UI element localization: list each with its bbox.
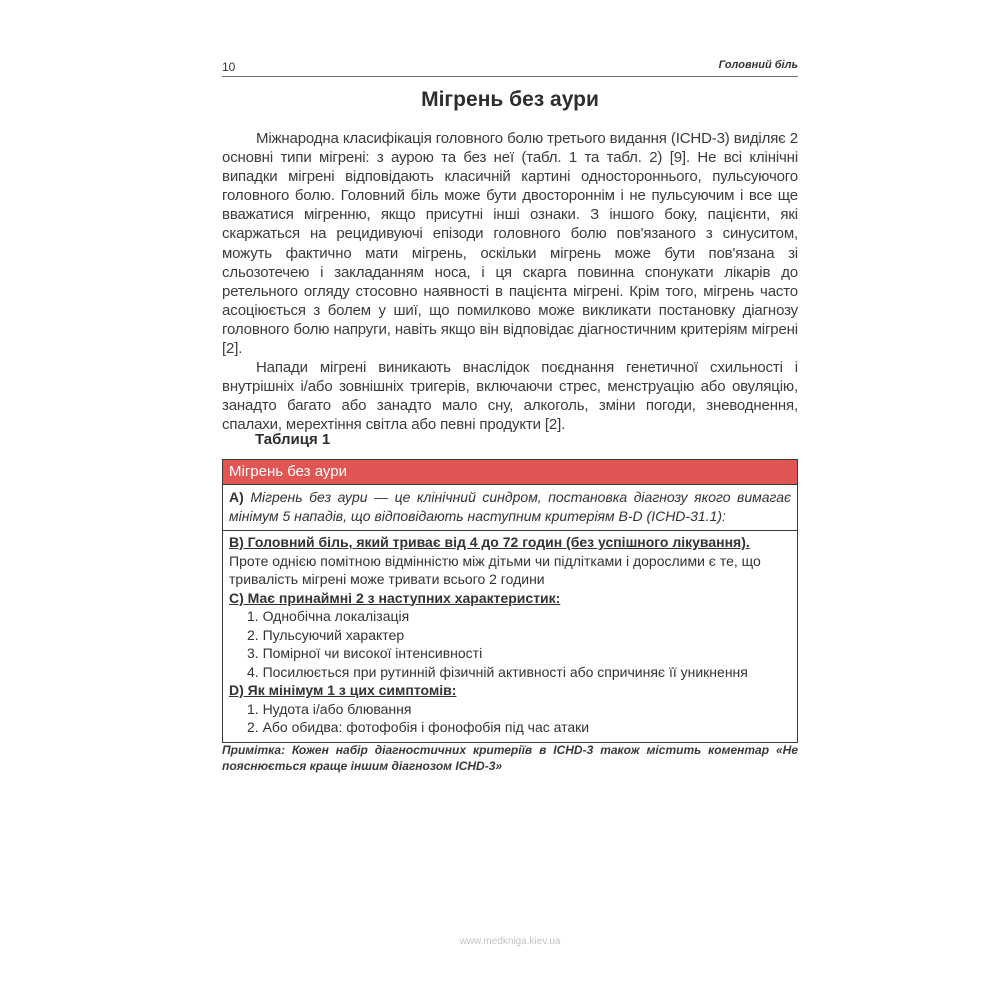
table-criteria-block — [223, 531, 797, 742]
page-header — [222, 56, 798, 77]
table-caption: Таблиця 1 — [255, 431, 331, 448]
criterion-d-title: D) Як мінімум 1 з цих симптомів: — [229, 682, 457, 698]
row-a-lead: А) — [229, 489, 244, 505]
table-note: Примітка: Кожен набір діагностичних критеріїв в ICHD-3 також містить коментар «Не пояснюється краще іншим діагнозом ICHD-3» — [222, 743, 798, 773]
page-number: 10 — [222, 60, 236, 74]
criterion-b-title: B) Головний біль, який триває від 4 до 72 годин (без успішного лікування). — [229, 534, 750, 550]
list-item: 2. Пульсуючий характер — [247, 626, 405, 643]
body-text — [222, 129, 798, 435]
criterion-c-title: C) Має принаймні 2 з наступних характеристик: — [229, 589, 561, 606]
chapter-title: Мігрень без аури — [421, 88, 599, 111]
book-page — [222, 0, 798, 1000]
list-item: 2. Або обидва: фотофобія і фонофобія під час атаки — [247, 719, 590, 735]
running-title: Головний біль — [718, 59, 798, 71]
watermark: www.medkniga.kiev.ua — [459, 936, 561, 947]
table-row-a — [223, 485, 797, 531]
list-item: 4. Посилюється при рутинній фізичній активності або спричиняє її уникнення — [247, 663, 748, 680]
paragraph-2: Напади мігрені виникають внаслідок поєднання генетичної схильності і внутрішніх і/або зовнішніх тригерів, включаючи стрес, менструацію або овуляцію, занадто багато або занадто мало сну, алкоголь, зміни погоди, зневоднення, спалахи, мерехтіння світла або певні продукти [2]. — [222, 359, 798, 434]
table-header: Мігрень без аури — [223, 460, 797, 485]
list-item: 3. Помірної чи високої інтенсивності — [247, 645, 483, 661]
criterion-b-text: Проте однією помітною відмінністю між дітьми чи підлітками і дорослими є те, що тривалість мігрені може тривати всього 2 години — [229, 552, 761, 587]
list-item: 1. Нудота і/або блювання — [247, 700, 412, 717]
criterion-c-list — [229, 607, 791, 681]
list-item: 1. Однобічна локалізація — [247, 608, 410, 624]
criterion-d-list — [229, 700, 791, 737]
paragraph-1: Міжнародна класифікація головного болю третього видання (ICHD-3) виділяє 2 основні типи мігрені: з аурою та без неї (табл. 1 та табл. 2) [9]. Не всі клінічні випадки мігрені відповідають класичній картині одностороннього, пульсуючого головного болю. Головний біль може бути двостороннім і не пульсуючим і все ще вважатися мігренню, якщо присутні інші ознаки. З іншого боку, пацієнти, які скаржаться на рецидивуючі епізоди головного болю пов'язаного з синуситом, можуть фактично мати мігрень, оскільки мігрень може бути пов'язана зі сльозотечею і закладанням носа, і ця скарга повинна спонукати лікарів до ретельного огляду стосовно наявності в пацієнта мігрені. Крім того, мігрень часто асоціюється з болем у шиї, що помилково може викликати постановку діагнозу головного болю напруги, навіть якщо він відповідає діагностичним критеріям мігрені [2]. — [222, 130, 798, 358]
row-a-text: Мігрень без аури — це клінічний синдром, постановка діагнозу якого вимагає мінімум 5 нападів, що відповідають наступним критеріям В-D (ICHD-31.1): — [229, 489, 792, 524]
criteria-table — [222, 459, 798, 743]
